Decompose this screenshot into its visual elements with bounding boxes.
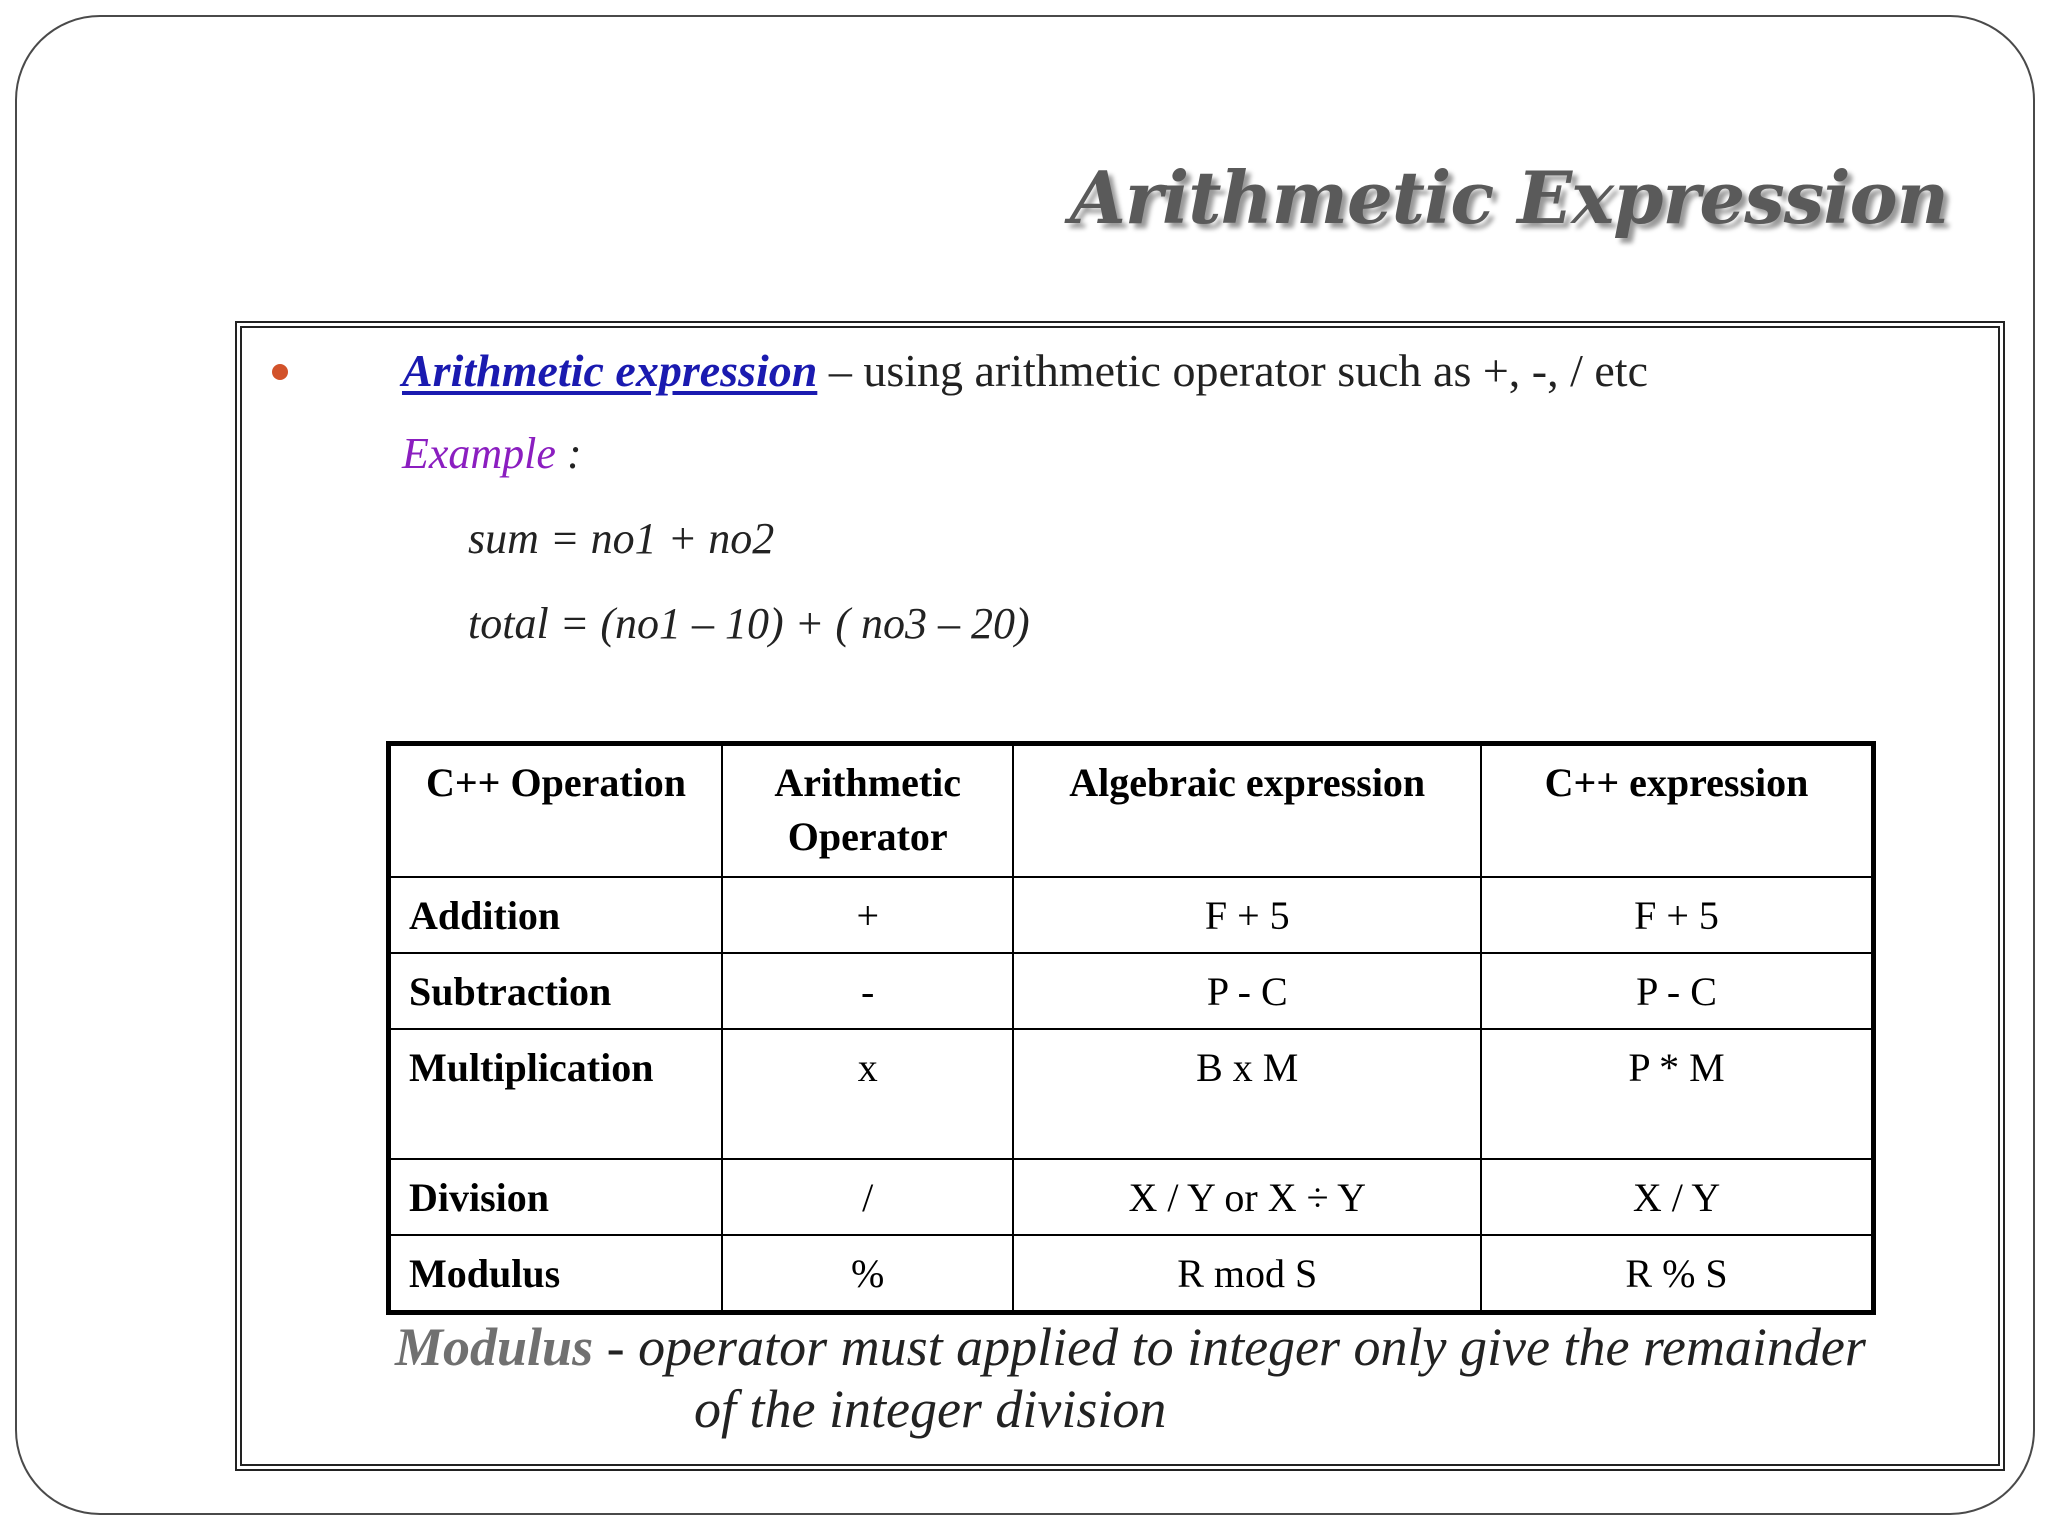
content-box	[235, 321, 2005, 1471]
cell-algebraic: B x M	[1013, 1029, 1481, 1159]
cell-operator: +	[722, 877, 1013, 953]
operators-table	[386, 741, 1876, 1315]
note-line1: operator must applied to integer only give the remainder	[638, 1317, 1866, 1377]
example-label	[402, 428, 582, 479]
cell-operation: Division	[389, 1159, 723, 1235]
cell-operator: -	[722, 953, 1013, 1029]
header-algebraic-expression: Algebraic expression	[1013, 744, 1481, 878]
cell-algebraic: R mod S	[1013, 1235, 1481, 1313]
note-line2: of the integer division	[694, 1379, 1167, 1439]
code-line-total: total = (no1 – 10) + ( no3 – 20)	[468, 599, 1030, 648]
cell-operator: /	[722, 1159, 1013, 1235]
example-colon: :	[555, 429, 582, 478]
table-row	[389, 1235, 1874, 1313]
cell-cpp: X / Y	[1481, 1159, 1873, 1235]
table-header-row	[389, 744, 1874, 878]
cell-operation: Subtraction	[389, 953, 723, 1029]
cell-operator: %	[722, 1235, 1013, 1313]
cell-cpp: P - C	[1481, 953, 1873, 1029]
slide-title: Arithmetic Expression	[1070, 155, 1948, 240]
header-arithmetic-operator: Arithmetic Operator	[722, 744, 1013, 878]
term-link[interactable]: Arithmetic expression	[402, 345, 818, 396]
cell-cpp: F + 5	[1481, 877, 1873, 953]
definition-text: – using arithmetic operator such as +, -, / etc	[817, 345, 1649, 396]
note-dash: -	[593, 1317, 639, 1377]
code-line-sum: sum = no1 + no2	[468, 514, 775, 563]
header-cpp-expression: C++ expression	[1481, 744, 1873, 878]
cell-algebraic: X / Y or X ÷ Y	[1013, 1159, 1481, 1235]
cell-operator: x	[722, 1029, 1013, 1159]
modulus-note	[395, 1316, 1866, 1378]
cell-operation: Multiplication	[389, 1029, 723, 1159]
note-term: Modulus	[395, 1317, 594, 1377]
cell-operation: Modulus	[389, 1235, 723, 1313]
table-row	[389, 877, 1874, 953]
table-row	[389, 953, 1874, 1029]
cell-operation: Addition	[389, 877, 723, 953]
bullet-dot-icon	[272, 364, 288, 380]
table-row	[389, 1159, 1874, 1235]
cell-cpp: R % S	[1481, 1235, 1873, 1313]
table-row	[389, 1029, 1874, 1159]
header-cpp-operation: C++ Operation	[389, 744, 723, 878]
example-word: Example	[402, 429, 556, 478]
cell-cpp: P * M	[1481, 1029, 1873, 1159]
slide-frame	[15, 15, 2035, 1515]
cell-algebraic: P - C	[1013, 953, 1481, 1029]
definition-line	[402, 344, 1648, 397]
cell-algebraic: F + 5	[1013, 877, 1481, 953]
